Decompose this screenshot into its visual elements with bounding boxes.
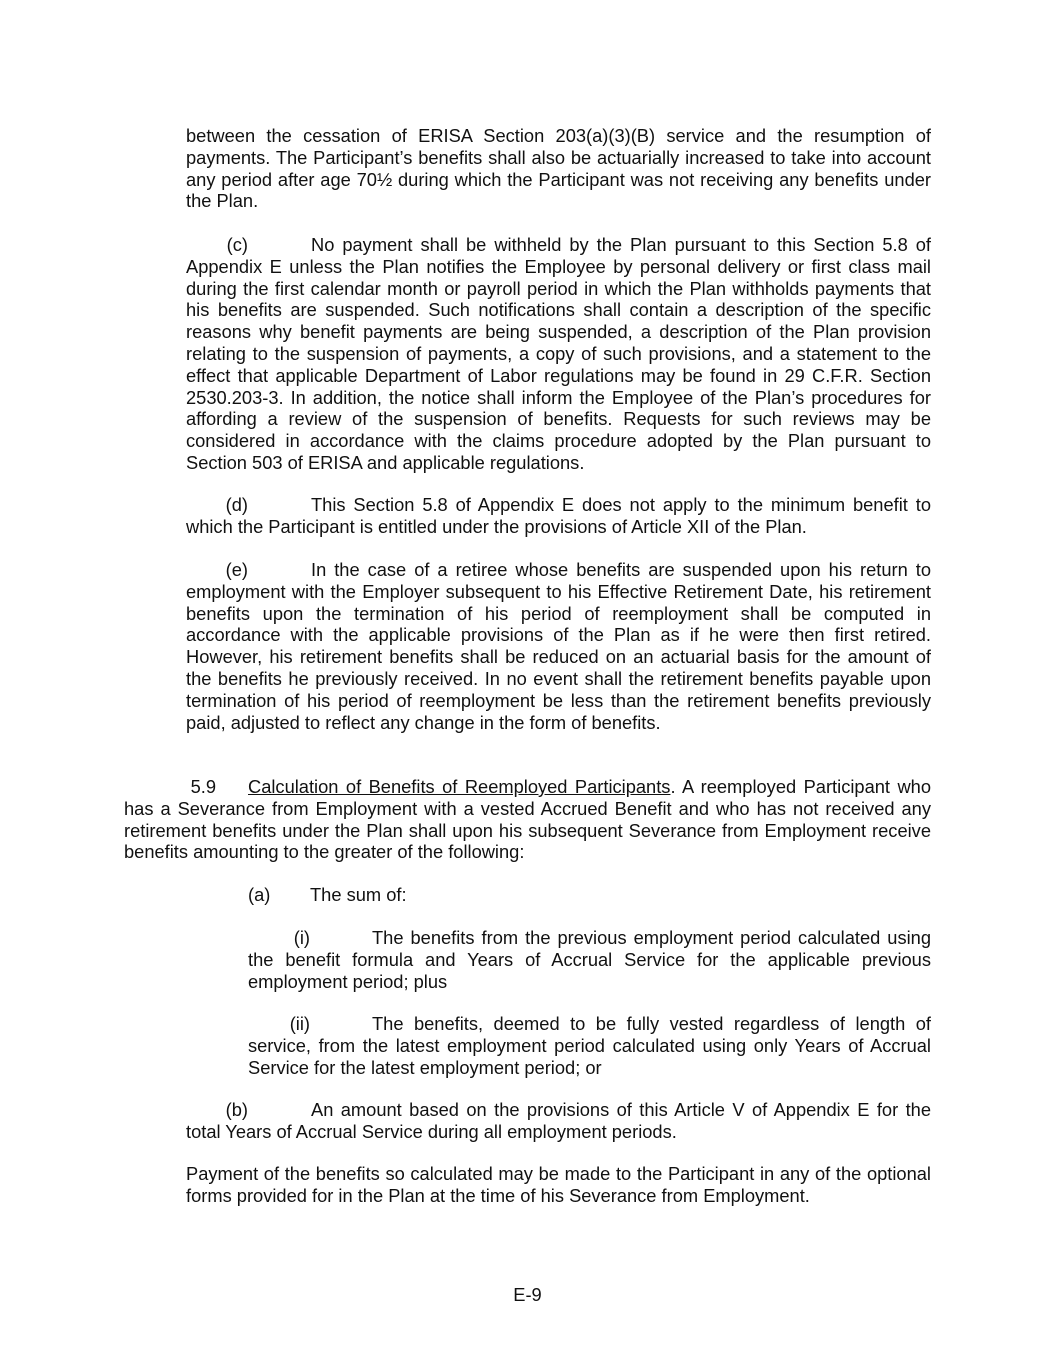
section-number: 5.9	[190, 776, 216, 797]
paragraph-text: between the cessation of ERISA Section 203(a)(3)(B) service and the resumption of payments. The Participant’s benefits shall also be actuarially increased to take into account any period after age 70½ during which the Participant was not receiving any benefits under the Plan.	[186, 125, 931, 212]
item-label: (b)	[225, 1099, 248, 1120]
closing-paragraph	[186, 1163, 931, 1207]
paragraph-c	[186, 234, 931, 474]
item-text: The benefits, deemed to be fully vested regardless of length of service, from the latest employment period calculated using only Years of Accrual Service for the latest employment period; or	[248, 1013, 931, 1078]
section-5-9	[124, 776, 931, 863]
item-text: An amount based on the provisions of this Article V of Appendix E for the total Years of Accrual Service during all employment periods.	[186, 1099, 931, 1142]
paragraph-text: In the case of a retiree whose benefits are suspended upon his return to employment with the Employer subsequent to his Effective Retirement Date, his retirement benefits upon the termination of his period of reemployment shall be computed in accordance with the applicable provisions of the Plan as if he were then first retired. However, his retirement benefits shall be reduced on an actuarial basis for the amount of the benefits he previously received. In no event shall the retirement benefits payable upon termination of his period of reemployment be less than the retirement benefits previously paid, adjusted to reflect any change in the form of benefits.	[186, 559, 931, 733]
item-a	[248, 884, 931, 906]
item-a-ii	[248, 1013, 931, 1078]
item-label: (ii)	[289, 1013, 310, 1034]
paragraph-e	[186, 559, 931, 733]
paragraph-label: (c)	[226, 234, 248, 255]
page-number: E-9	[513, 1284, 542, 1305]
item-label: (i)	[293, 927, 310, 948]
item-b	[186, 1099, 931, 1143]
paragraph-text: No payment shall be withheld by the Plan pursuant to this Section 5.8 of Appendix E unless the Plan notifies the Employee by personal delivery or first class mail during the first calendar month or payroll period in which the Plan withholds payments that his benefits are suspended. Such notifications shall contain a description of the specific reasons why benefit payments are being suspended, a description of the Plan provision relating to the suspension of payments, a copy of such provisions, and a statement to the effect that applicable Department of Labor regulations may be found in 29 C.F.R. Section 2530.203-3. In addition, the notice shall inform the Employee of the Plan’s procedures for affording a review of the suspension of benefits. Requests for such reviews may be considered in accordance with the claims procedure adopted by the Plan pursuant to Section 503 of ERISA and applicable regulations.	[186, 234, 931, 473]
paragraph-label: (d)	[225, 494, 248, 515]
paragraph-text: Payment of the benefits so calculated may be made to the Participant in any of the optional forms provided for in the Plan at the time of his Severance from Employment.	[186, 1163, 931, 1206]
item-text: The benefits from the previous employment period calculated using the benefit formula and Years of Accrual Service for the applicable previous employment period; plus	[248, 927, 931, 992]
section-title: Calculation of Benefits of Reemployed Participants	[248, 776, 671, 797]
section-text: . A reemployed Participant who has a Severance from Employment with a vested Accrued Benefit and who has not received any retirement benefits under the Plan shall upon his subsequent Severance from Employment receive benefits amounting to the greater of the following:	[124, 776, 931, 863]
paragraph-label: (e)	[225, 559, 248, 580]
paragraph-text: This Section 5.8 of Appendix E does not apply to the minimum benefit to which the Participant is entitled under the provisions of Article XII of the Plan.	[186, 494, 931, 537]
item-text: The sum of:	[310, 884, 407, 905]
paragraph-d	[186, 494, 931, 538]
paragraph-continuation	[186, 125, 931, 212]
item-label: (a)	[248, 884, 271, 905]
item-a-i	[248, 927, 931, 992]
